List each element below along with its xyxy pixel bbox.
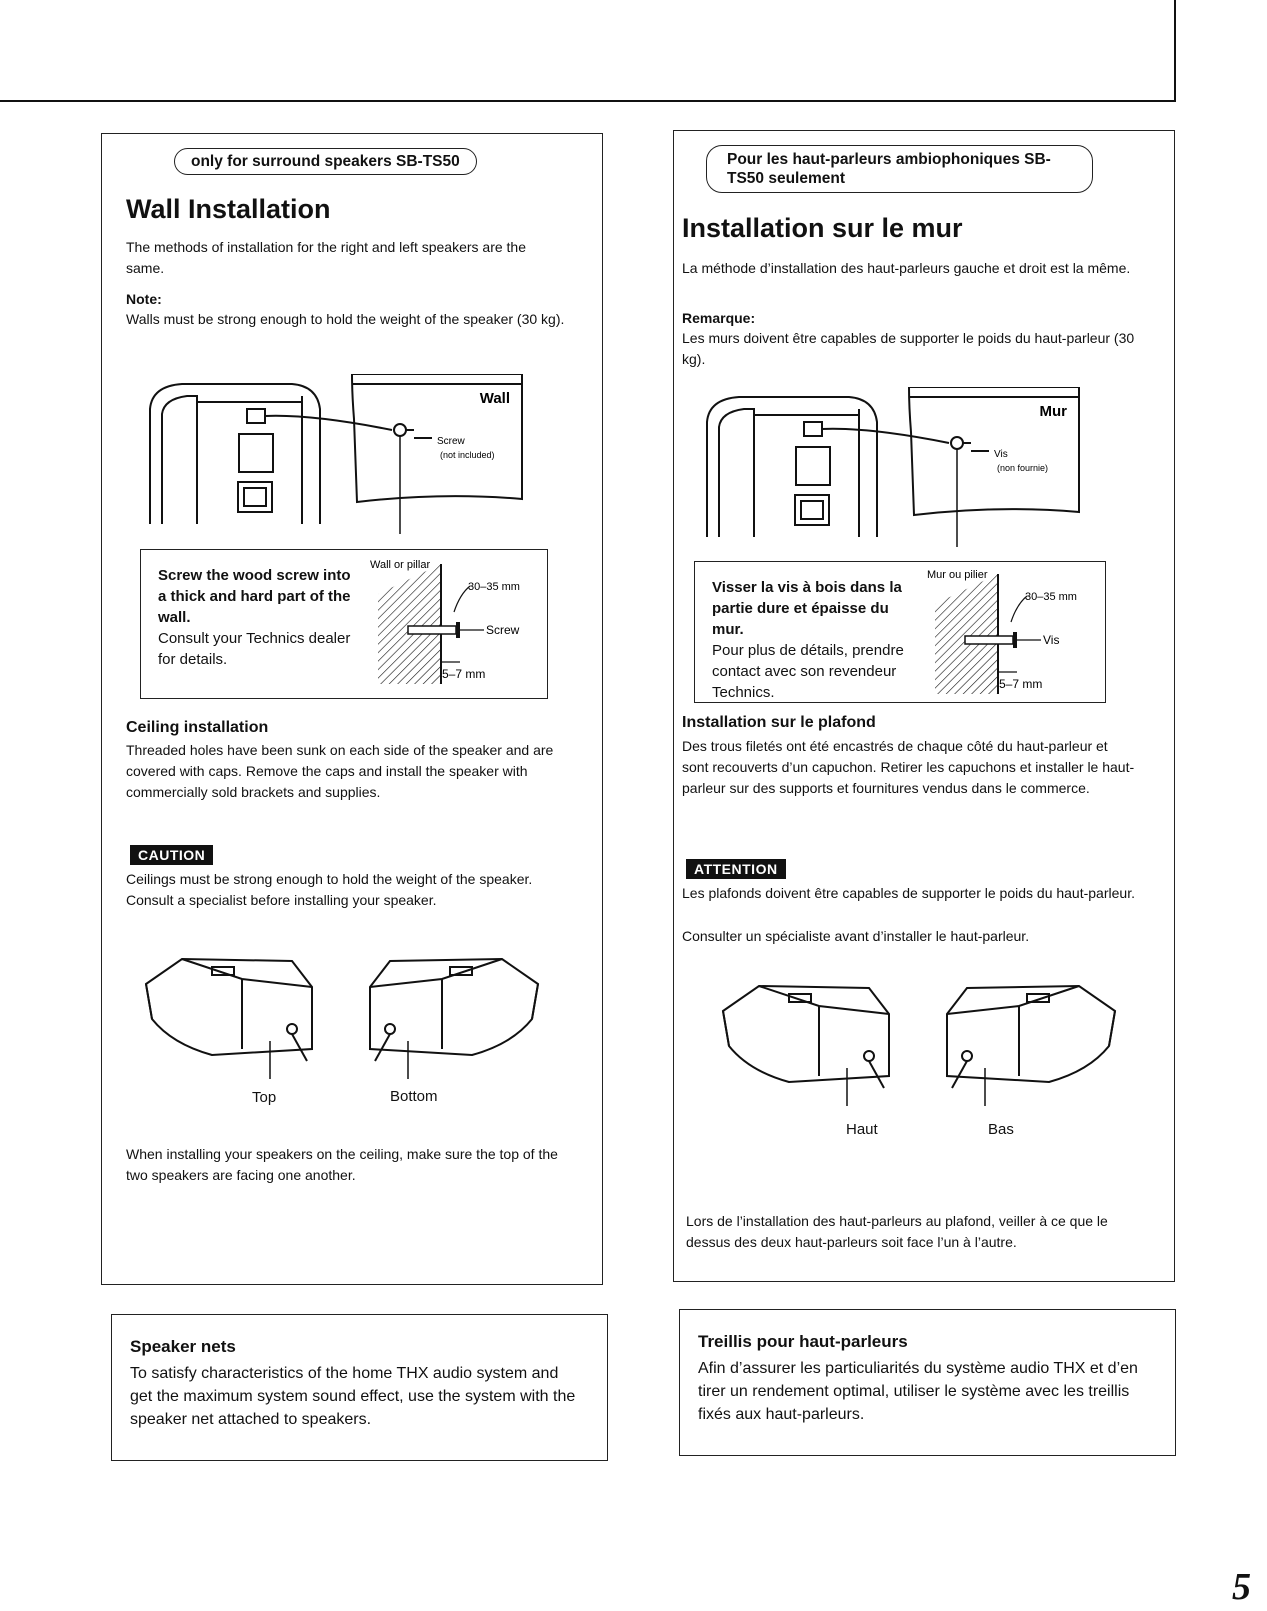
speaker-nets-heading: Speaker nets — [130, 1337, 236, 1356]
label-bottom-fr: Bas — [988, 1121, 1014, 1138]
fig-not-included-label-fr: (non fournie) — [997, 463, 1049, 473]
label-bottom: Bottom — [390, 1088, 438, 1105]
page-title-fr: Installation sur le mur — [682, 213, 963, 243]
note-label-fr: Remarque: — [682, 310, 756, 326]
caution-text: Ceilings must be strong enough to hold the weight of the speaker. Consult a specialist before installing your speaker. — [126, 871, 533, 908]
note-text: Walls must be strong enough to hold the weight of the speaker (30 kg). — [126, 311, 565, 327]
wall-mount-illustration-fr — [699, 387, 1089, 547]
french-panel — [673, 130, 1175, 1282]
label-top-fr: Haut — [846, 1121, 878, 1138]
callout-bold-text: Screw the wood screw into a thick and hard part of the wall. — [158, 567, 351, 626]
ceiling-text-fr: Des trous filetés ont été encastrés de chaque côté du haut-parleur et sont recouverts d’un capuchon. Retirer les capuchons et installer le haut-parleur sur des supports et fournitures vendus dans le commerce. — [682, 738, 1135, 796]
label-top: Top — [252, 1089, 277, 1106]
note-text-fr: Les murs doivent être capables de supporter le poids du haut-parleur (30 kg). — [682, 330, 1135, 367]
ceiling-speakers-illustration-fr — [719, 976, 1119, 1116]
wall-mount-figure — [142, 374, 532, 534]
top-rule — [0, 100, 1176, 102]
ceiling-speakers-illustration — [142, 949, 542, 1089]
detail-depth-fr: 30–35 mm — [1025, 591, 1077, 603]
caution-text-fr: Les plafonds doivent être capables de supporter le poids du haut-parleur. — [682, 885, 1135, 901]
ceiling-text: Threaded holes have been sunk on each side of the speaker and are covered with caps. Remove the caps and install the speaker with commercially sold brackets and supplies. — [126, 742, 554, 800]
caution-badge: CAUTION — [130, 845, 213, 865]
speaker-nets-heading-fr: Treillis pour haut-parleurs — [698, 1332, 908, 1351]
detail-wall-or-pillar-fr: Mur ou pilier — [927, 569, 988, 581]
fig-wall-label: Wall — [479, 390, 510, 407]
screw-depth-diagram — [366, 554, 546, 694]
callout-text — [158, 565, 363, 670]
ceiling-note: When installing your speakers on the ceiling, make sure the top of the two speakers are facing one another. — [126, 1146, 558, 1183]
ceiling-mount-figure — [142, 949, 542, 1089]
attention-badge: ATTENTION — [686, 859, 786, 879]
detail-screw-fr: Vis — [1043, 633, 1060, 647]
ceiling-note-fr: Lors de l’installation des haut-parleurs au plafond, veiller à ce que le dessus des deux haut-parleurs soit face l’un à l’autre. — [686, 1213, 1108, 1250]
page-number: 5 — [1232, 1566, 1251, 1608]
fig-not-included-label: (not included) — [440, 450, 495, 460]
screw-depth-diagram-fr — [923, 564, 1103, 700]
wood-screw-callout — [140, 549, 548, 699]
fig-screw-label: Screw — [437, 436, 465, 447]
wood-screw-callout-fr — [694, 561, 1106, 703]
detail-gap-fr: 5–7 mm — [999, 677, 1043, 691]
fig-screw-label-fr: Vis — [994, 449, 1008, 460]
detail-depth: 30–35 mm — [468, 581, 520, 593]
detail-wall-or-pillar: Wall or pillar — [370, 559, 431, 571]
callout-bold-text-fr: Visser la vis à bois dans la partie dure et épaisse du mur. — [712, 579, 902, 638]
wall-mount-figure-fr — [699, 387, 1089, 547]
note-label: Note: — [126, 291, 162, 307]
applicability-pill: only for surround speakers SB-TS50 — [174, 148, 477, 175]
callout-detail-text-fr: Pour plus de détails, prendre contact avec son revendeur Technics. — [712, 642, 904, 701]
caution-text-fr-2: Consulter un spécialiste avant d’installer le haut-parleur. — [682, 928, 1030, 944]
detail-gap: 5–7 mm — [442, 667, 486, 681]
applicability-pill-fr: Pour les haut-parleurs ambiophoniques SB-TS50 seulement — [706, 145, 1093, 193]
ceiling-heading: Ceiling installation — [126, 719, 269, 736]
intro-text-fr: La méthode d’installation des haut-parleurs gauche et droit est la même. — [682, 260, 1131, 276]
detail-screw: Screw — [486, 623, 520, 637]
speaker-nets-box-fr — [679, 1309, 1176, 1456]
ceiling-heading-fr: Installation sur le plafond — [682, 714, 876, 731]
wall-mount-illustration — [142, 374, 532, 534]
speaker-nets-text-fr: Afin d’assurer les particuliarités du système audio THX et d’en tirer un rendement optimal, utiliser le système avec les treillis fixés aux haut-parleurs. — [698, 1360, 1138, 1423]
english-panel — [101, 133, 603, 1285]
fig-wall-label-fr: Mur — [1039, 403, 1067, 420]
speaker-nets-box — [111, 1314, 608, 1461]
top-rule-corner — [1174, 0, 1176, 102]
callout-detail-text: Consult your Technics dealer for details. — [158, 630, 351, 668]
ceiling-mount-figure-fr — [719, 976, 1119, 1116]
callout-text-fr — [712, 577, 917, 703]
speaker-nets-text: To satisfy characteristics of the home THX audio system and get the maximum system sound effect, use the system with the speaker net attached to speakers. — [130, 1365, 576, 1428]
page-title: Wall Installation — [126, 194, 331, 224]
intro-text: The methods of installation for the right and left speakers are the same. — [126, 239, 527, 276]
